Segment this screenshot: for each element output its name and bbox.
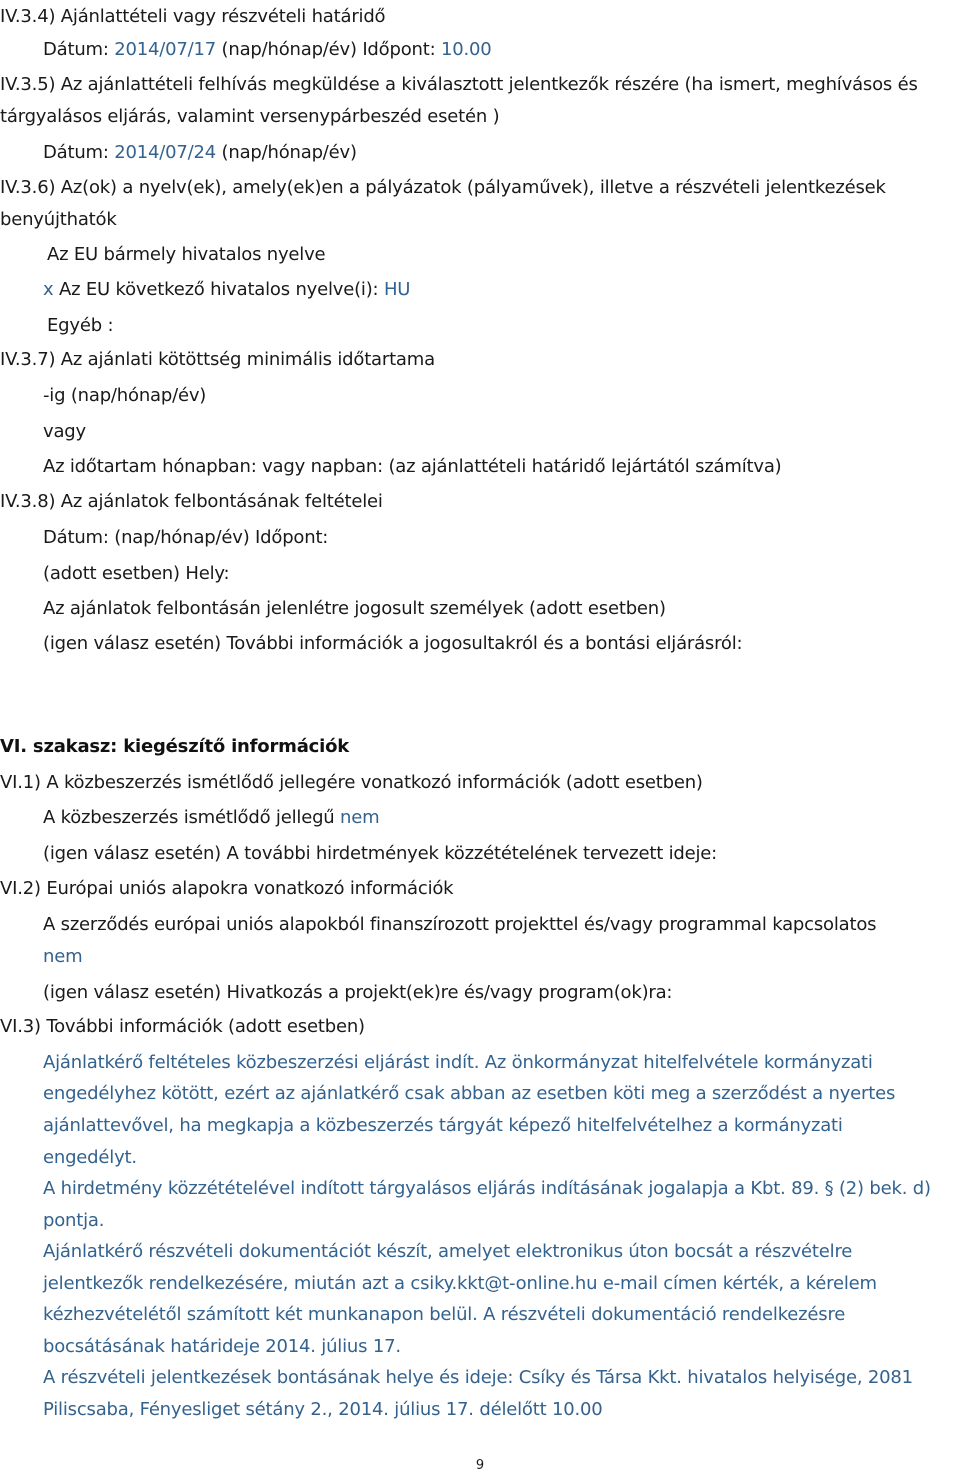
date-label: Dátum: [43,142,115,163]
additional-info-line: engedélyt. [43,1147,137,1168]
additional-info-line: A hirdetmény közzétételével indított tárgyalásos eljárás indításának jogalapja a Kbt. 89. § (2) bek. d) [43,1178,931,1199]
opening-date-line: Dátum: (nap/hónap/év) Időpont: [43,527,329,548]
language-option-any-eu: Az EU bármely hivatalos nyelve [47,244,326,265]
recurring-line [43,806,379,830]
eu-funds-value: nem [43,946,83,967]
invitation-date-line [43,141,357,165]
eu-funds-info-line: (igen válasz esetén) Hivatkozás a projekt(ek)re és/vagy program(ok)ra: [43,982,673,1003]
recurring-info-line: (igen válasz esetén) A további hirdetmények közzétételének tervezett ideje: [43,843,718,864]
section-heading-iv-3-8: IV.3.8) Az ajánlatok felbontásának feltételei [0,491,383,512]
additional-info-line: pontja. [43,1210,105,1231]
date-format-label: (nap/hónap/év) [216,142,357,163]
selected-mark: x [43,279,54,300]
binding-or-line: vagy [43,421,86,442]
binding-duration-line: Az időtartam hónapban: vagy napban: (az ajánlattételi határidő lejártától számítva) [43,456,782,477]
additional-info-line: jelentkezők rendelkezésére, miután azt a csiky.kkt@t-online.hu e-mail címen kérték, a kérelem [43,1273,877,1294]
recurring-value: nem [340,807,380,828]
additional-info-line: kézhezvételétől számított két munkanapon belül. A részvételi dokumentáció rendelkezésre [43,1304,846,1325]
binding-until-line: -ig (nap/hónap/év) [43,385,207,406]
language-value: HU [383,279,411,300]
section-heading-iv-3-5-cont: tárgyalásos eljárás, valamint versenypárbeszéd esetén ) [0,106,500,127]
language-option-other: Egyéb : [47,315,114,336]
language-option-label: Az EU következő hivatalos nyelve(i): [53,279,384,300]
section-heading-iv-3-6: IV.3.6) Az(ok) a nyelv(ek), amely(ek)en a pályázatok (pályaművek), illetve a részvételi jelentkezések [0,177,886,198]
date-format-label: (nap/hónap/év) Időpont: [216,39,441,60]
opening-persons-line: Az ajánlatok felbontásán jelenlétre jogosult személyek (adott esetben) [43,598,666,619]
recurring-label: A közbeszerzés ismétlődő jellegű [43,807,341,828]
section-heading-iv-3-6-cont: benyújthatók [0,209,117,230]
eu-funds-line: A szerződés európai uniós alapokból finanszírozott projekttel és/vagy programmal kapcsolatos [43,914,877,935]
opening-place-line: (adott esetben) Hely: [43,563,230,584]
additional-info-line: Ajánlatkérő feltételes közbeszerzési eljárást indít. Az önkormányzat hitelfelvétele kormányzati [43,1052,873,1073]
date-value: 2014/07/17 [114,39,217,60]
page-number: 9 [475,1458,485,1473]
additional-info-line: ajánlattevővel, ha megkapja a közbeszerzés tárgyát képező hitelfelvételhez a kormányzati [43,1115,843,1136]
additional-info-line: Ajánlatkérő részvételi dokumentációt készít, amelyet elektronikus úton bocsát a részvételre [43,1241,853,1262]
section-heading-iv-3-5: IV.3.5) Az ajánlattételi felhívás megküldése a kiválasztott jelentkezők részére (ha ismert, meghívásos és [0,74,918,95]
date-value: 2014/07/24 [114,142,217,163]
section-heading-vi-1: VI.1) A közbeszerzés ismétlődő jellegére vonatkozó információk (adott esetben) [0,772,703,793]
section-title-vi: VI. szakasz: kiegészítő információk [0,736,350,757]
opening-info-line: (igen válasz esetén) További információk a jogosultakról és a bontási eljárásról: [43,633,743,654]
additional-info-line: bocsátásának határideje 2014. július 17. [43,1336,401,1357]
section-heading-iv-3-4: IV.3.4) Ajánlattételi vagy részvételi határidő [0,6,386,27]
section-heading-vi-3: VI.3) További információk (adott esetben) [0,1016,365,1037]
date-label: Dátum: [43,39,115,60]
section-heading-iv-3-7: IV.3.7) Az ajánlati kötöttség minimális időtartama [0,349,435,370]
time-value: 10.00 [440,39,492,60]
section-heading-vi-2: VI.2) Európai uniós alapokra vonatkozó információk [0,878,454,899]
language-option-following [43,278,410,302]
additional-info-line: engedélyhez kötött, ezért az ajánlatkérő csak abban az esetben köti meg a szerződést a nyertes [43,1083,896,1104]
deadline-date-line [43,38,492,62]
additional-info-line: A részvételi jelentkezések bontásának helye és ideje: Csíky és Társa Kkt. hivatalos helyisége, 2081 [43,1367,913,1388]
additional-info-line: Piliscsaba, Fényesliget sétány 2., 2014. július 17. délelőtt 10.00 [43,1399,603,1420]
